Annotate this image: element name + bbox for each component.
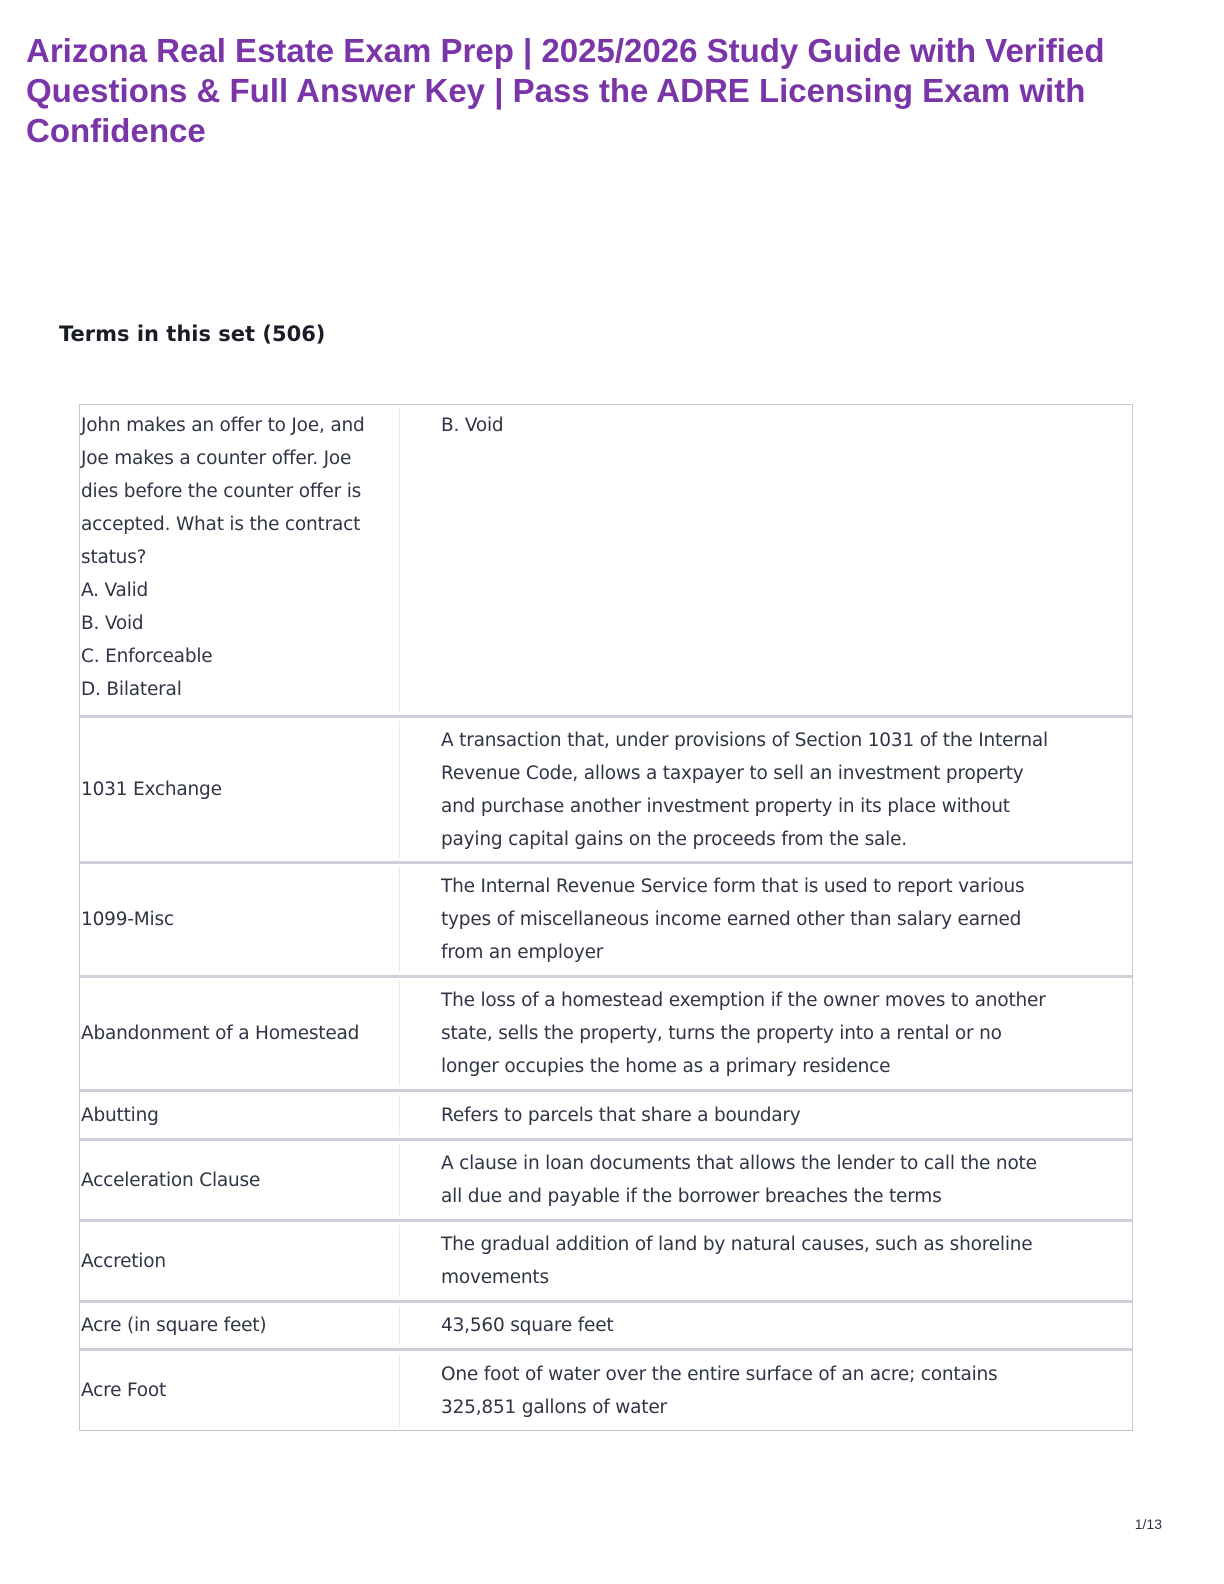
term-text: Abandonment of a Homestead: [81, 1023, 360, 1044]
term-text: 1031 Exchange: [81, 779, 222, 800]
page-number: 1/13: [1134, 1516, 1162, 1532]
table-row: [80, 864, 1132, 978]
term-text: 1099-Misc: [81, 909, 174, 930]
term-cell: [80, 408, 400, 712]
definition-cell: [400, 1303, 1132, 1348]
definition-text: A transaction that, under provisions of Section 1031 of the Internal Revenue Code, allows a taxpayer to sell an investment property and purchase another investment property in its place without paying capital gains on the proceeds from the sale.: [441, 729, 1048, 850]
question-line: Joe makes a counter offer. Joe: [81, 448, 352, 469]
terms-table: [79, 404, 1133, 1431]
definition-cell: [400, 1141, 1132, 1219]
table-row: [80, 718, 1132, 864]
term-cell: [80, 1144, 400, 1216]
term-text: Acre Foot: [81, 1380, 167, 1401]
table-row: [80, 405, 1132, 718]
definition-cell: [400, 864, 1132, 975]
table-row: [80, 1141, 1132, 1222]
term-cell: [80, 721, 400, 858]
definition-text: One foot of water over the entire surface of an acre; contains 325,851 gallons of water: [441, 1363, 998, 1418]
answer-option: B. Void: [81, 613, 144, 634]
term-text: Abutting: [81, 1104, 159, 1126]
question-line: dies before the counter offer is: [81, 481, 362, 502]
definition-cell: [400, 1351, 1132, 1430]
definition-cell: [400, 718, 1132, 861]
question-line: John makes an offer to Joe, and: [81, 415, 365, 436]
table-row: [80, 1092, 1132, 1141]
answer-option: A. Valid: [81, 580, 149, 601]
table-row: [80, 978, 1132, 1092]
answer-option: D. Bilateral: [81, 679, 182, 700]
set-heading: Terms in this set (506): [59, 322, 326, 346]
term-cell: [80, 981, 400, 1086]
definition-text: A clause in loan documents that allows the lender to call the note all due and payable if the borrower breaches the terms: [441, 1153, 1037, 1207]
definition-text: The gradual addition of land by natural causes, such as shoreline movements: [441, 1234, 1033, 1288]
definition-cell: [400, 1092, 1132, 1138]
term-cell: [80, 1306, 400, 1345]
term-text: Acceleration Clause: [81, 1169, 261, 1191]
term-cell: [80, 867, 400, 972]
definition-text: The Internal Revenue Service form that is used to report various types of miscellaneous income earned other than salary earned from an employer: [441, 876, 1025, 963]
definition-text: The loss of a homestead exemption if the owner moves to another state, sells the property, turns the property into a rental or no longer occupies the home as a primary residence: [441, 990, 1046, 1077]
term-text: Acre (in square feet): [81, 1315, 267, 1336]
question-line: status?: [81, 547, 147, 568]
definition-text: 43,560 square feet: [441, 1315, 614, 1336]
definition-text: Refers to parcels that share a boundary: [441, 1104, 801, 1126]
definition-cell: [400, 1222, 1132, 1300]
term-text: Accretion: [81, 1250, 166, 1272]
table-row: [80, 1222, 1132, 1303]
question-text: [81, 409, 365, 706]
table-row: [80, 1303, 1132, 1351]
table-row: [80, 1351, 1132, 1431]
definition-cell: [400, 978, 1132, 1089]
answer-option: C. Enforceable: [81, 646, 213, 667]
term-cell: [80, 1225, 400, 1297]
term-cell: [80, 1354, 400, 1427]
term-cell: [80, 1095, 400, 1135]
answer-text: B. Void: [441, 415, 504, 436]
question-line: accepted. What is the contract: [81, 514, 361, 535]
definition-cell: [400, 405, 1132, 715]
document-title: Arizona Real Estate Exam Prep | 2025/2026 Study Guide with Verified Questions & Full Answer Key | Pass the ADRE Licensing Exam with Confidence: [26, 32, 1105, 149]
